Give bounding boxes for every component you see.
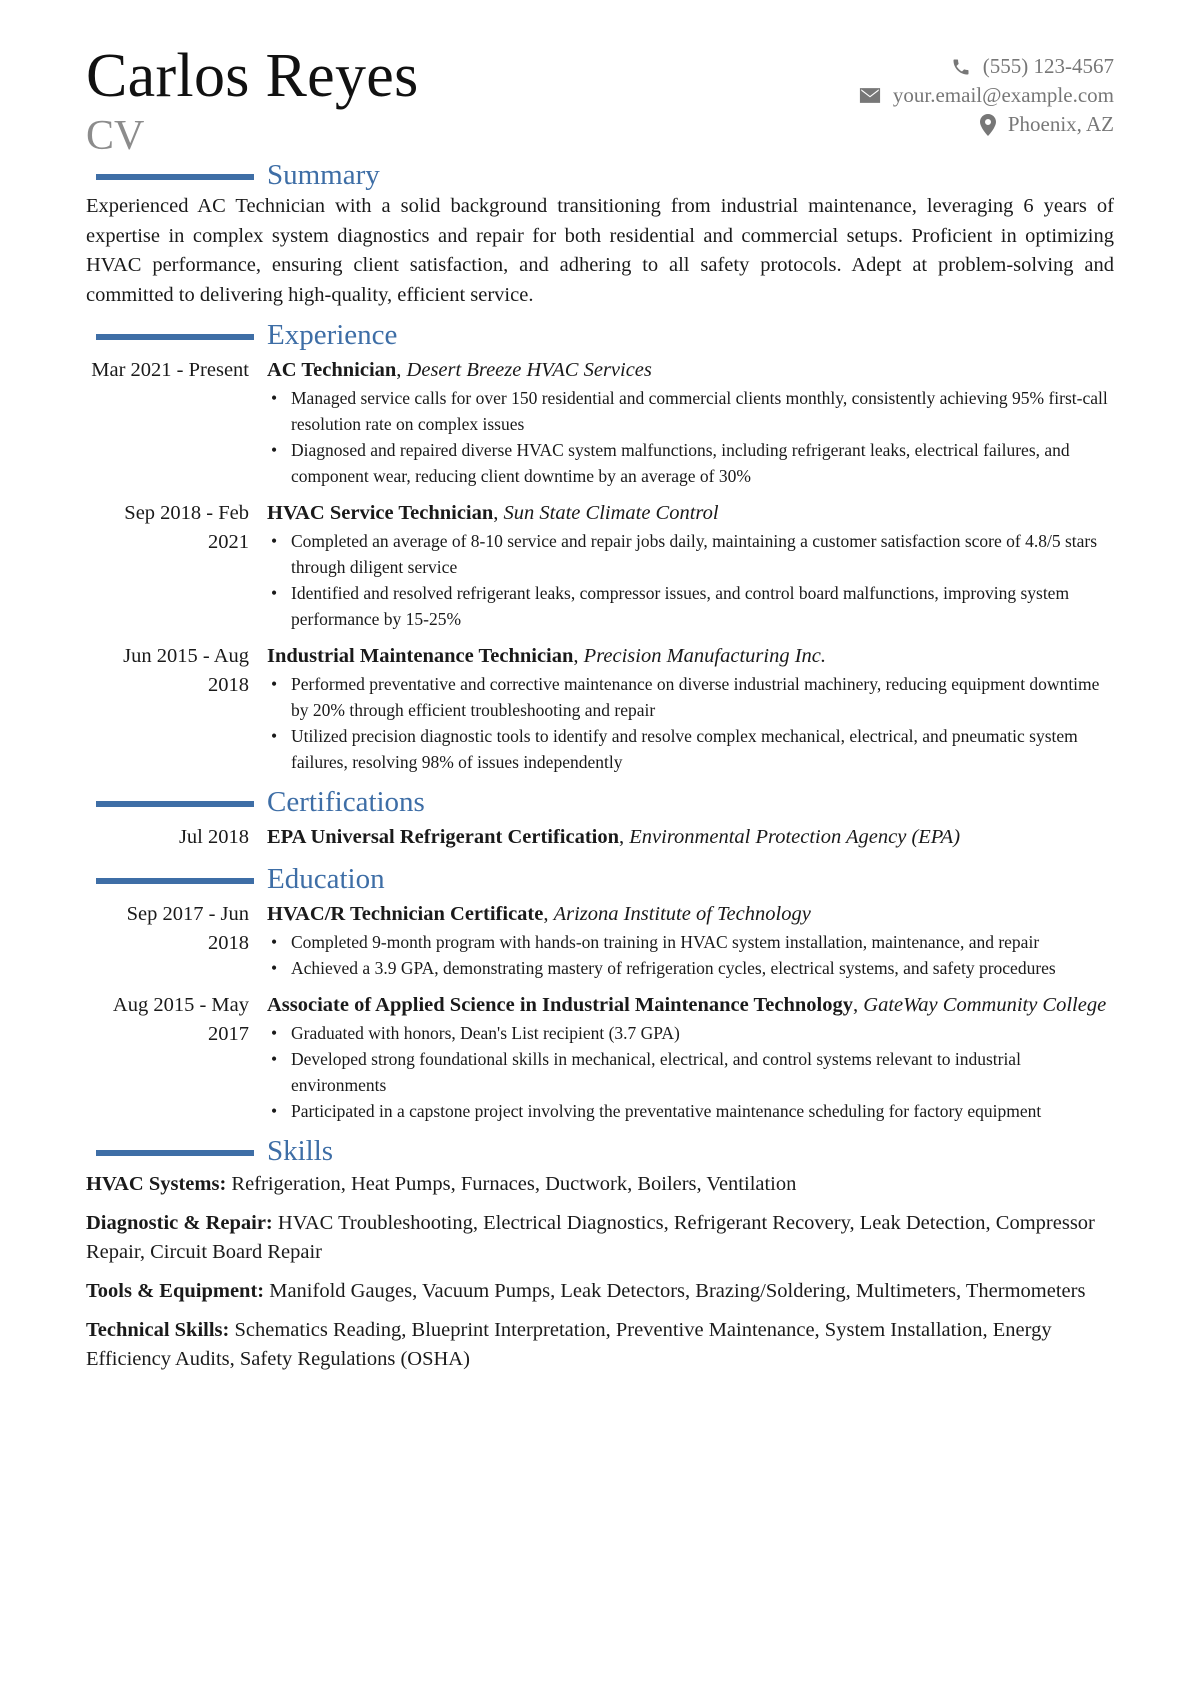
bullet-item: • Developed strong foundational skills in mechanical, electrical, and control systems relevant to industrial environments xyxy=(291,1046,1114,1098)
section-title: Summary xyxy=(267,159,380,191)
entry-bullets xyxy=(267,528,1114,632)
skill-values: Manifold Gauges, Vacuum Pumps, Leak Detectors, Brazing/Soldering, Multimeters, Thermometers xyxy=(269,1280,1086,1302)
entry-content xyxy=(267,356,1114,489)
job-title: HVAC Service Technician xyxy=(267,502,494,524)
contact-info xyxy=(859,52,1114,139)
entry-date: Sep 2018 - Feb 2021 xyxy=(124,502,249,553)
skill-row xyxy=(86,1277,1114,1306)
bullet-item: • Completed an average of 8-10 service and repair jobs daily, maintaining a customer satisfaction score of 4.8/5 stars through diligent service xyxy=(291,528,1114,580)
summary-text: Experienced AC Technician with a solid background transitioning from industrial maintenance, leveraging 6 years of expertise in complex system diagnostics and repair for both residential and commercial setups. Proficient in optimizing HVAC performance, ensuring client satisfaction, and adhering to all safety protocols. Adept at problem-solving and committed to delivering high-quality, efficient service. xyxy=(86,195,1114,306)
bullet-item: • Graduated with honors, Dean's List recipient (3.7 GPA) xyxy=(291,1020,1114,1046)
skills-list xyxy=(86,1170,1114,1374)
institution: Arizona Institute of Technology xyxy=(553,903,811,925)
degree: Associate of Applied Science in Industrial Maintenance Technology xyxy=(267,994,854,1016)
experience-entry xyxy=(86,499,1114,632)
email-address[interactable]: your.email@example.com xyxy=(892,83,1114,107)
entry-bullets xyxy=(267,671,1114,775)
bullet-item: • Utilized precision diagnostic tools to identify and resolve complex mechanical, electrical, and pneumatic system failures, resolving 98% of issues independently xyxy=(291,723,1114,775)
entry-content xyxy=(267,900,1114,981)
skill-values: Refrigeration, Heat Pumps, Furnaces, Ductwork, Boilers, Ventilation xyxy=(231,1173,797,1195)
map-pin-icon xyxy=(980,114,996,136)
document-subtitle: CV xyxy=(86,113,145,159)
entry-date: Jul 2018 xyxy=(178,826,249,848)
entry-title: HVAC Service Technician, Sun State Climate Control xyxy=(267,502,719,524)
section-divider-bar xyxy=(96,801,254,807)
entry-content xyxy=(267,823,1114,852)
experience-section-header xyxy=(86,318,1114,352)
entry-title: Associate of Applied Science in Industrial Maintenance Technology, GateWay Community College xyxy=(267,994,1107,1016)
skill-row xyxy=(86,1316,1114,1374)
skill-category: HVAC Systems: xyxy=(86,1173,227,1195)
job-title: Industrial Maintenance Technician xyxy=(267,645,574,667)
contact-phone xyxy=(859,52,1114,81)
entry-title: EPA Universal Refrigerant Certification, Environmental Protection Agency (EPA) xyxy=(267,826,961,848)
cv-page xyxy=(86,40,1114,1384)
certification-name: EPA Universal Refrigerant Certification xyxy=(267,826,620,848)
skill-category: Technical Skills: xyxy=(86,1319,230,1341)
phone-number[interactable]: (555) 123-4567 xyxy=(982,54,1114,78)
entry-content xyxy=(267,991,1114,1124)
bullet-item: • Performed preventative and corrective maintenance on diverse industrial machinery, reducing equipment downtime by 20% through efficient troubleshooting and repair xyxy=(291,671,1114,723)
issuer: Environmental Protection Agency (EPA) xyxy=(629,826,961,848)
skill-row xyxy=(86,1209,1114,1267)
bullet-item: • Achieved a 3.9 GPA, demonstrating mastery of refrigeration cycles, electrical systems, and safety procedures xyxy=(291,955,1114,981)
section-title: Skills xyxy=(267,1135,334,1167)
entry-date: Sep 2017 - Jun 2018 xyxy=(126,903,249,954)
skill-row xyxy=(86,1170,1114,1199)
skill-category: Diagnostic & Repair: xyxy=(86,1212,273,1234)
employer: Precision Manufacturing Inc. xyxy=(583,645,827,667)
section-title: Experience xyxy=(267,319,398,351)
education-entry xyxy=(86,900,1114,981)
entry-bullets xyxy=(267,929,1114,981)
bullet-item: • Participated in a capstone project involving the preventative maintenance scheduling for factory equipment xyxy=(291,1098,1114,1124)
skill-values: Schematics Reading, Blueprint Interpretation, Preventive Maintenance, System Installation, Energy Efficiency Audits, Safety Regulations (OSHA) xyxy=(86,1319,1052,1370)
section-divider-bar xyxy=(96,878,254,884)
bullet-item: • Diagnosed and repaired diverse HVAC system malfunctions, including refrigerant leaks, electrical failures, and component wear, reducing client downtime by an average of 30% xyxy=(291,437,1114,489)
entry-bullets xyxy=(267,385,1114,489)
section-divider-bar xyxy=(96,334,254,340)
experience-entry xyxy=(86,356,1114,489)
employer: Sun State Climate Control xyxy=(503,502,719,524)
entry-date: Mar 2021 - Present xyxy=(91,359,249,381)
phone-icon xyxy=(951,57,971,77)
job-title: AC Technician xyxy=(267,359,397,381)
entry-content xyxy=(267,642,1114,775)
education-entry xyxy=(86,991,1114,1124)
entry-date: Aug 2015 - May 2017 xyxy=(112,994,249,1045)
location-text: Phoenix, AZ xyxy=(1007,112,1114,136)
education-section-header xyxy=(86,862,1114,896)
section-divider-bar xyxy=(96,174,254,180)
degree: HVAC/R Technician Certificate xyxy=(267,903,544,925)
summary-section-header xyxy=(86,158,1114,192)
header xyxy=(86,40,1114,158)
bullet-item: • Managed service calls for over 150 residential and commercial clients monthly, consistently achieving 95% first-call resolution rate on complex issues xyxy=(291,385,1114,437)
contact-location xyxy=(859,110,1114,139)
section-divider-bar xyxy=(96,1150,254,1156)
candidate-name: Carlos Reyes xyxy=(86,42,419,110)
skills-section-header xyxy=(86,1134,1114,1168)
entry-title: HVAC/R Technician Certificate, Arizona Institute of Technology xyxy=(267,903,811,925)
employer: Desert Breeze HVAC Services xyxy=(406,359,652,381)
experience-entry xyxy=(86,642,1114,775)
entry-title: AC Technician, Desert Breeze HVAC Services xyxy=(267,359,652,381)
certification-entry xyxy=(86,823,1114,852)
skill-category: Tools & Equipment: xyxy=(86,1280,265,1302)
bullet-item: • Completed 9-month program with hands-on training in HVAC system installation, maintenance, and repair xyxy=(291,929,1114,955)
section-title: Certifications xyxy=(267,786,425,818)
institution: GateWay Community College xyxy=(863,994,1107,1016)
entry-bullets xyxy=(267,1020,1114,1124)
contact-email xyxy=(859,81,1114,110)
section-title: Education xyxy=(267,863,385,895)
certifications-section-header xyxy=(86,785,1114,819)
bullet-item: • Identified and resolved refrigerant leaks, compressor issues, and control board malfunctions, improving system performance by 15-25% xyxy=(291,580,1114,632)
entry-content xyxy=(267,499,1114,632)
skill-values: HVAC Troubleshooting, Electrical Diagnostics, Refrigerant Recovery, Leak Detection, Compressor Repair, Circuit Board Repair xyxy=(86,1212,1095,1263)
entry-title: Industrial Maintenance Technician, Precision Manufacturing Inc. xyxy=(267,645,827,667)
entry-date: Jun 2015 - Aug 2018 xyxy=(123,645,249,696)
envelope-icon xyxy=(859,87,881,104)
